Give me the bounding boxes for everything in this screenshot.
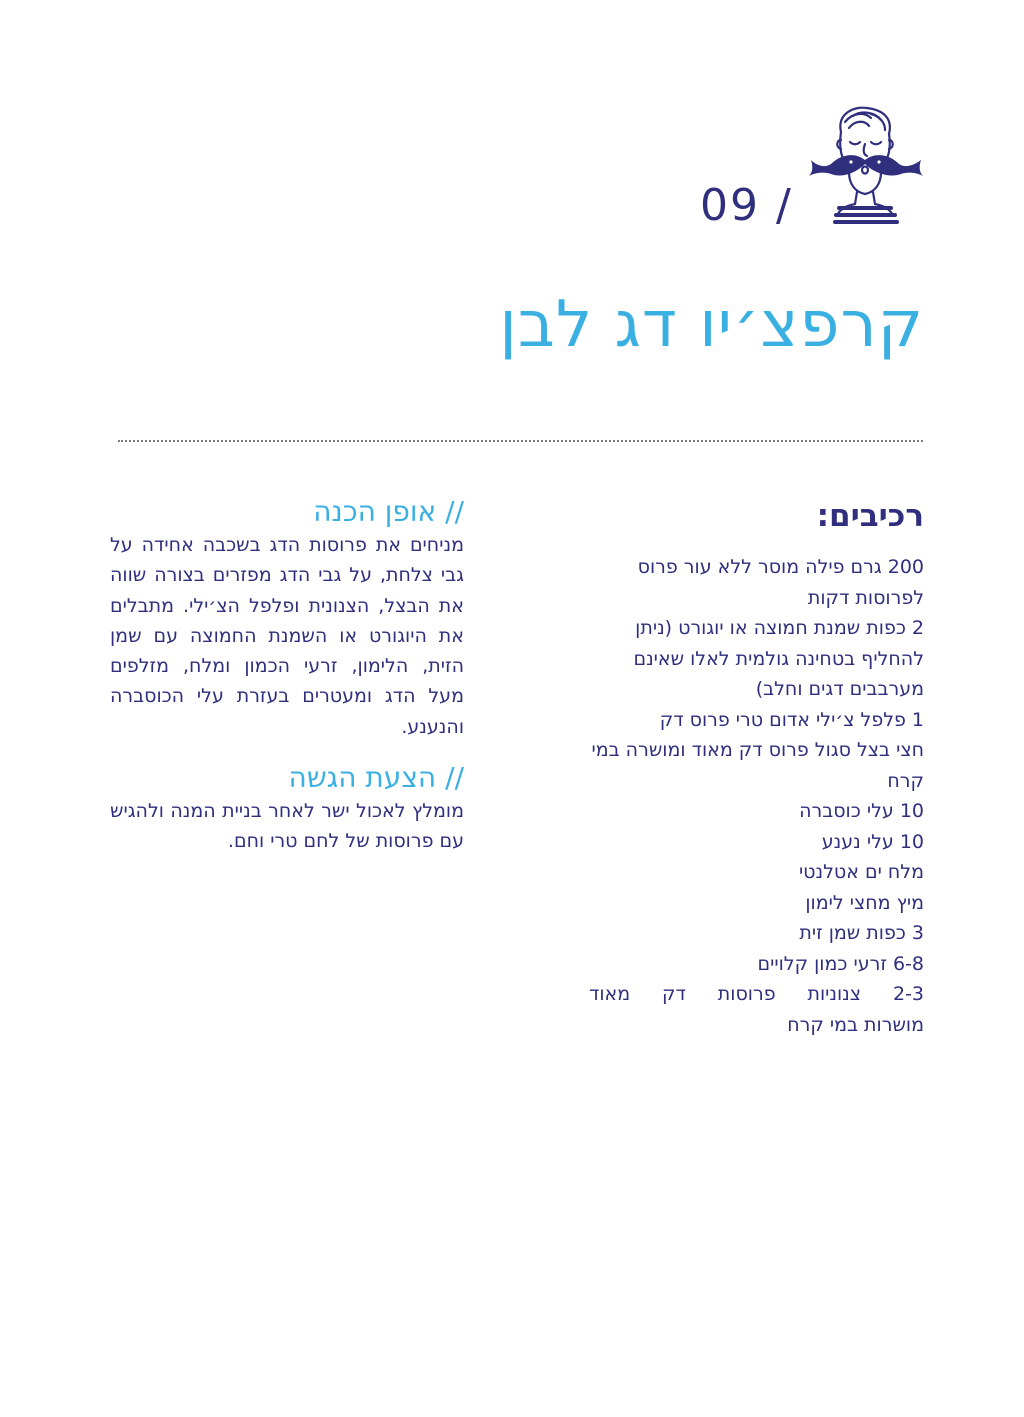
recipe-title: קרפצ׳יו דג לבן [499,288,924,362]
ingredient-item: 2 כפות שמנת חמוצה או יוגורט (ניתן להחליף בטחינה גולמית לאלו שאינם מערבבים דגים וחלב) [633,617,924,700]
ingredient-item: 3 כפות שמן זית [799,922,924,944]
ingredient-item: 6-8 זרעי כמון קלויים [757,952,924,975]
ingredient-item: 1 פלפל צ׳ילי אדום טרי פרוס דק [659,708,924,731]
preparation-heading: // אופן הכנה [313,495,464,528]
ingredient-item: מיץ מחצי לימון [805,891,924,914]
ingredients-heading: רכיבים: [816,498,924,534]
recipe-number: 09 / [700,180,793,231]
mustache-man-logo-icon [805,104,927,226]
serving-text: מומלץ לאכול ישר לאחר בניית המנה ולהגיש עם פרוסות של לחם טרי וחם. [110,800,464,853]
preparation-text: מניחים את פרוסות הדג בשכבה אחידה על גבי צלחת, על גבי הדג מפזרים בצורה שווה את הבצל, הצנונית ופלפל הצ׳ילי. מתבלים את היוגורט או השמנת החמוצה עם שמן הזית, הלימון, זרעי הכמון ומלח, מזלפים מעל הדג ומעטרים בעזרת עלי הכוסברה והנענע. [110,534,464,738]
ingredient-item: 200 גרם פילה מוסר ללא עור פרוס לפרוסות דקות [637,556,924,609]
serving-heading: // הצעת הגשה [288,761,464,795]
method-column [110,494,464,857]
ingredient-item: 2-3 צנוניות פרוסות דק מאוד [589,983,924,1005]
ingredient-item: מושרות במי קרח [787,1013,924,1036]
serving-section [110,760,464,857]
ingredient-item: חצי בצל סגול פרוס דק מאוד ומושרה במי קרח [591,739,924,792]
ingredient-item: 10 עלי כוסברה [799,800,924,822]
ingredient-item: 10 עלי נענע [821,830,924,853]
ingredients-section [589,496,924,1040]
ingredients-list [589,552,924,1040]
dotted-divider [118,440,923,442]
ingredient-item: מלח ים אטלנטי [798,861,924,883]
